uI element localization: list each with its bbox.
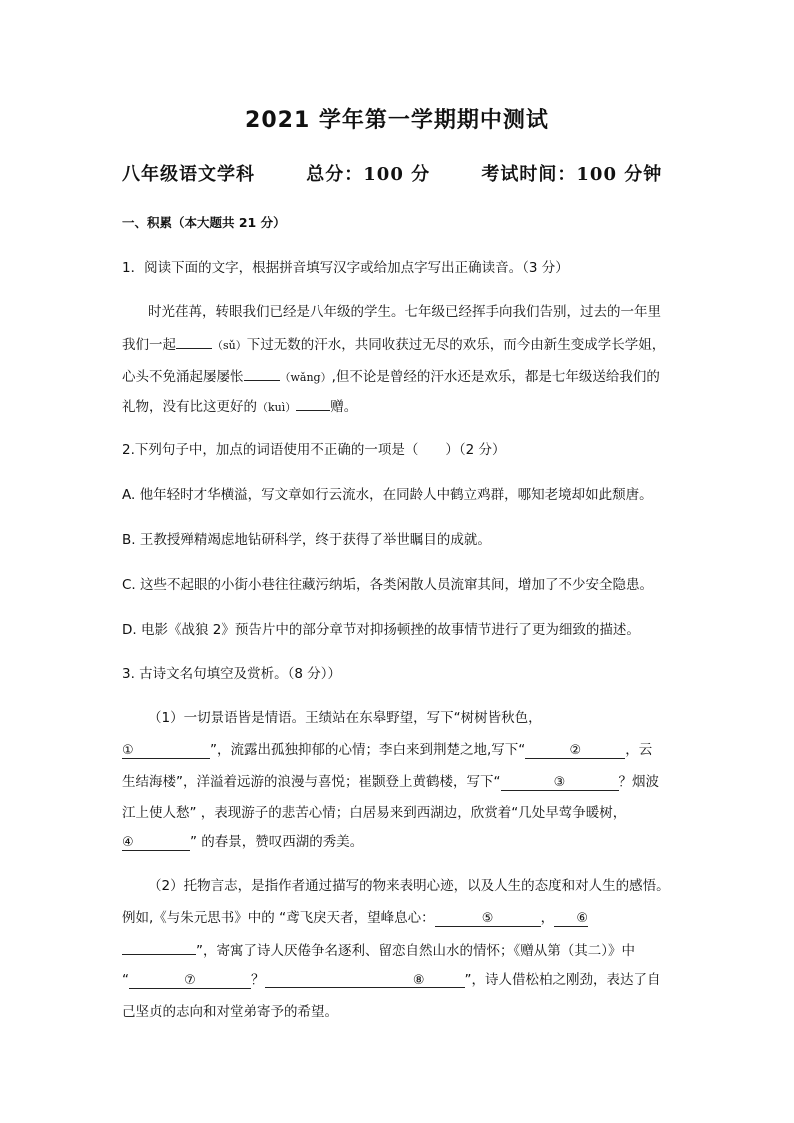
answer-blank-6-continued[interactable] [122,940,196,955]
q3-part2-line: （2）托物言志，是指作者通过描写的物来表明心迹，以及人生的态度和对人生的感悟。 [148,878,670,894]
subject-label: 八年级语文学科 [122,164,255,185]
answer-blank-2[interactable]: ② [525,744,625,759]
question-1-stem: 1．阅读下面的文字，根据拼音填写汉字或给加点字写出正确读音。（3 分） [122,260,569,276]
question-2-stem: 2.下列句子中，加点的词语使用不正确的一项是（ ）（2 分） [122,442,506,458]
exam-header [122,160,662,186]
answer-blank-1[interactable]: ① [122,744,210,759]
option-c: C. 这些不起眼的小街小巷往往藏污纳垢，各类闲散人员流窜其间，增加了不少安全隐患。 [122,577,654,593]
q1-paragraph-line: 礼物，没有比这更好的（kuì） 赠。 [122,396,357,418]
option-a: A. 他年轻时才华横溢，写文章如行云流水，在同龄人中鹤立鸡群，哪知老境却如此颓唐。 [122,487,653,503]
page-title: 2021 学年第一学期期中测试 [245,108,549,133]
q3-part2-line: “ ⑦ ？ ⑧ ”，诗人借松柏之刚劲，表达了自 [122,972,661,988]
answer-blank-4[interactable]: ④ [122,836,190,851]
answer-blank[interactable] [244,366,280,381]
option-b: B. 王教授殚精竭虑地钻研科学，终于获得了举世瞩目的成就。 [122,532,491,548]
answer-blank-8[interactable]: ⑧ [265,974,465,988]
section-heading: 一、积累（本大题共 21 分） [122,215,286,230]
q1-paragraph-line: 时光荏苒，转眼我们已经是八年级的学生。七年级已经挥手向我们告别，过去的一年里 [148,304,661,320]
answer-blank-6[interactable]: ⑥ [554,912,588,927]
answer-blank-5[interactable]: ⑤ [435,912,541,927]
q1-paragraph-line: 心头不免涌起屡屡怅 （wǎng）,但不论是曾经的汗水还是欢乐，都是七年级送给我们的 [122,366,660,388]
total-score-label: 总分：100 分 [306,164,431,185]
q3-part1-line: 生结海楼”，洋溢着远游的浪漫与喜悦；崔颢登上黄鹤楼，写下“ ③ ？烟波 [122,774,659,790]
q3-part1-line: 江上使人愁” ，表现游子的悲苦心情；白居易来到西湖边，欣赏着“几处早莺争暖树， [122,805,627,821]
question-3-stem: 3. 古诗文名句填空及赏析。（8 分）） [122,666,342,682]
q3-part2-line: 己坚贞的志向和对堂弟寄予的希望。 [122,1004,338,1020]
q3-part1-line: （1）一切景语皆是情语。王绩站在东皋野望，写下“树树皆秋色， [148,710,542,726]
answer-blank-7[interactable]: ⑦ [129,974,251,989]
answer-blank[interactable] [176,334,212,349]
exam-time-label: 考试时间：100 分钟 [481,164,663,185]
q3-part2-line: ”，寄寓了诗人厌倦争名逐利、留恋自然山水的情怀；《赠从第（其二）》中 [122,940,635,961]
q1-paragraph-line: 我们一起 （sǔ）下过无数的汗水，共同收获过无尽的欢乐，而今由新生变成学长学姐， [122,334,665,356]
answer-blank[interactable] [296,396,330,411]
answer-blank-3[interactable]: ③ [501,776,619,791]
option-d: D. 电影《战狼 2》预告片中的部分章节对抑扬顿挫的故事情节进行了更为细致的描述。 [122,622,640,638]
q3-part1-line: ① ”，流露出孤独抑郁的心情；李白来到荆楚之地,写下“ ② ，云 [122,742,653,758]
q3-part1-line: ④ ” 的春景，赞叹西湖的秀美。 [122,834,364,850]
q3-part2-line: 例如,《与朱元思书》中的 “鸢飞戾天者，望峰息心： ⑤ ， ⑥ [122,910,589,926]
